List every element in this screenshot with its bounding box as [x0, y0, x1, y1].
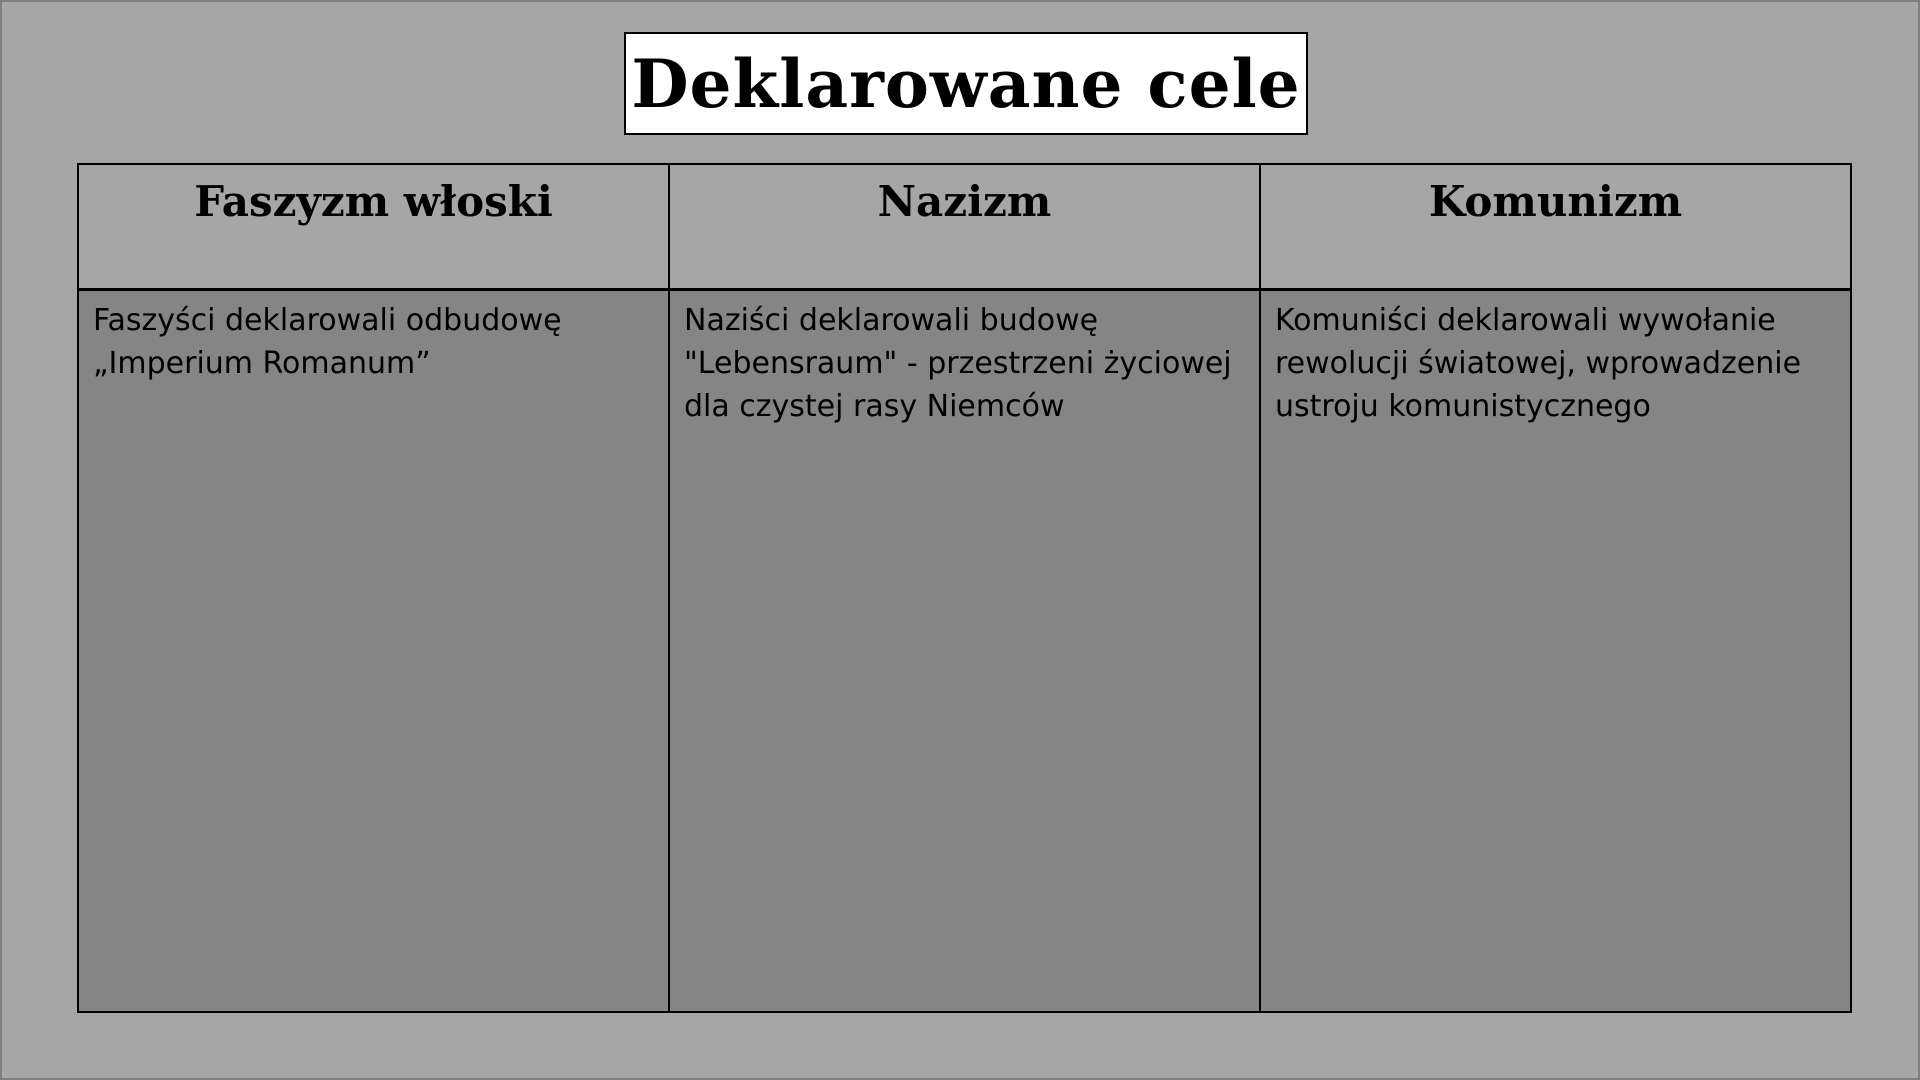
header-label-nazism: Nazizm — [877, 177, 1052, 226]
header-label-communism: Komunizm — [1428, 177, 1683, 226]
table-body-row — [79, 291, 1850, 1011]
header-cell-nazism — [670, 165, 1261, 288]
title-box — [624, 32, 1308, 135]
body-cell-nazism — [670, 291, 1261, 1011]
body-text-nazism: Naziści deklarowali budowę "Lebensraum" - przestrzeni życiowej dla czystej rasy Niemców — [684, 303, 1232, 424]
header-cell-fascism — [79, 165, 670, 288]
body-text-communism: Komuniści deklarowali wywołanie rewolucji światowej, wprowadzenie ustroju komunistycznego — [1275, 303, 1802, 424]
body-cell-fascism — [79, 291, 670, 1011]
slide-title: Deklarowane cele — [631, 44, 1301, 123]
header-label-fascism: Faszyzm włoski — [194, 177, 553, 226]
table-header-row — [79, 165, 1850, 291]
body-text-fascism: Faszyści deklarowali odbudowę „Imperium Romanum” — [93, 303, 562, 381]
body-cell-communism — [1261, 291, 1850, 1011]
comparison-table — [77, 163, 1852, 1013]
header-cell-communism — [1261, 165, 1850, 288]
